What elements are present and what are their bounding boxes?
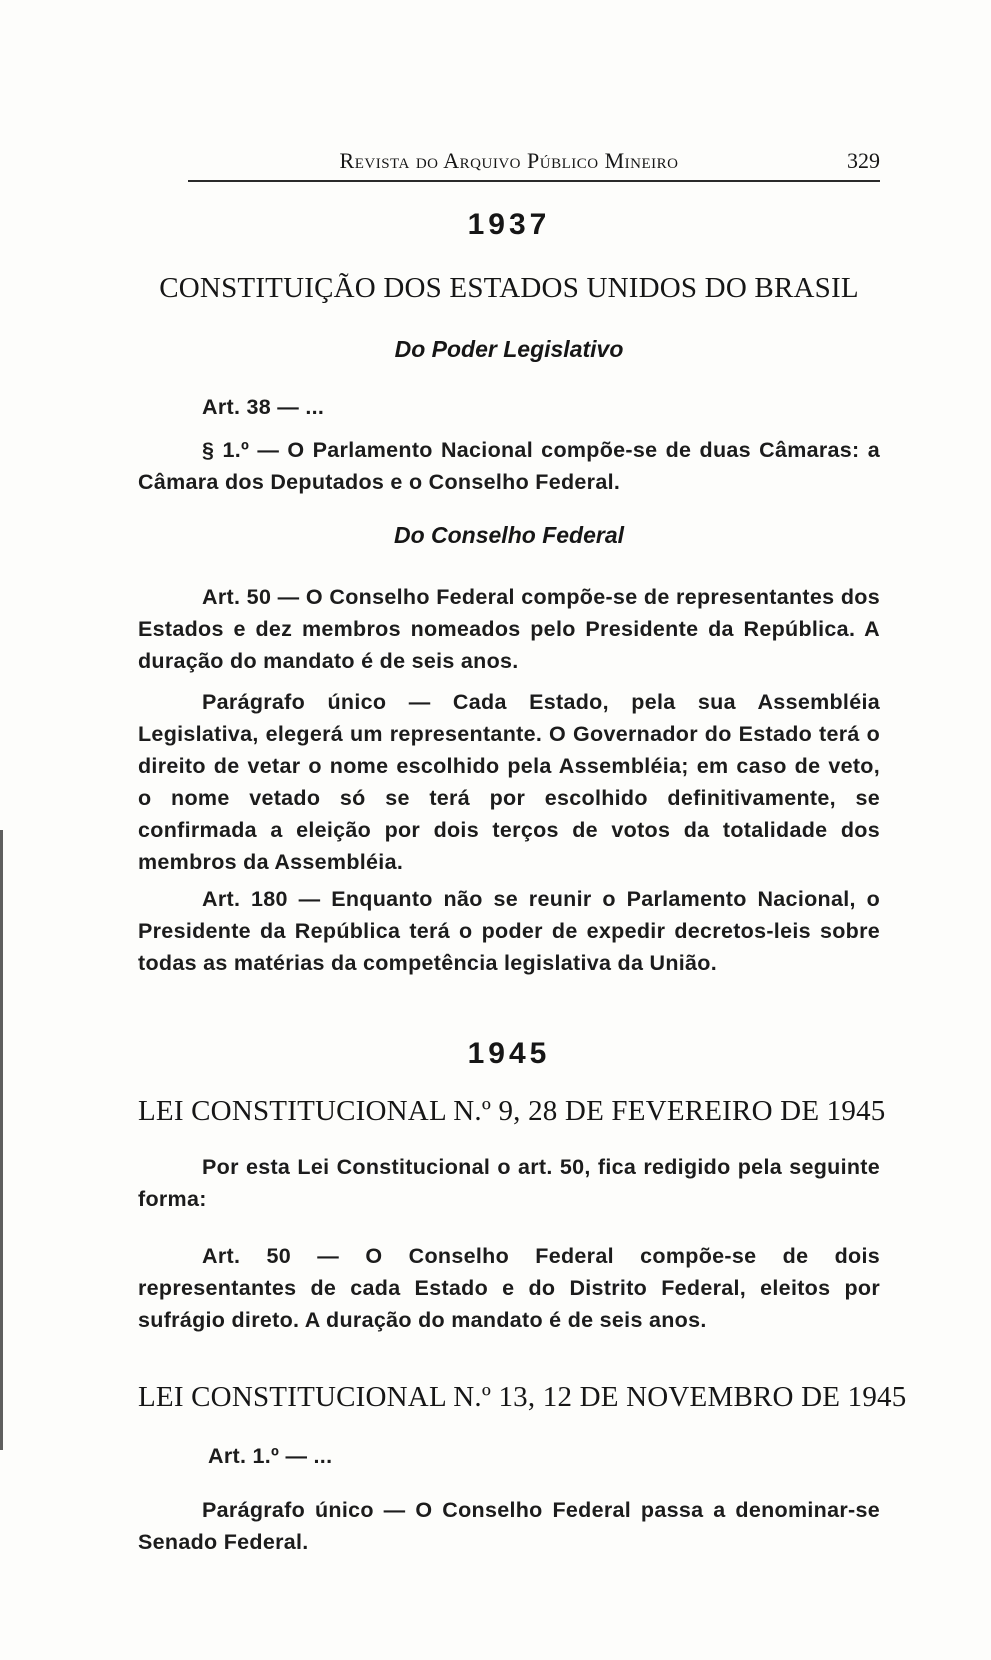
lei-9-intro: Por esta Lei Constitucional o art. 50, fica redigido pela seguinte forma: <box>138 1155 880 1211</box>
year-heading-1937: 1937 <box>467 208 551 241</box>
constitution-title: CONSTITUIÇÃO DOS ESTADOS UNIDOS DO BRASIL <box>159 272 859 304</box>
lei-constitucional-9-title: LEI CONSTITUCIONAL N.º 9, 28 DE FEVEREIRO DE 1945 <box>138 1095 886 1127</box>
article-180: Art. 180 — Enquanto não se reunir o Parlamento Nacional, o Presidente da República terá o poder de expedir decretos-leis sobre todas as matérias da competência legislativa da União. <box>138 887 880 975</box>
journal-title: Revista do Arquivo Público Mineiro <box>339 148 679 173</box>
article-50-paragrafo-unico: Parágrafo único — Cada Estado, pela sua Assembléia Legislativa, elegerá um representante. O Governador do Estado terá o direito de vetar o nome escolhido pela Assembléia; em caso de veto, o nome vetado só se terá por escolhido definitivamente, se confirmada a eleição por dois terços de votos da totalidade dos membros da Assembléia. <box>138 690 880 874</box>
article-38: Art. 38 — ... <box>202 395 325 419</box>
paragraph-1-article-38: § 1.º — O Parlamento Nacional compõe-se de duas Câmaras: a Câmara dos Deputados e o Conselho Federal. <box>138 438 880 494</box>
subheading-conselho-federal: Do Conselho Federal <box>393 522 625 548</box>
page-number: 329 <box>847 148 880 173</box>
subheading-poder-legislativo: Do Poder Legislativo <box>394 336 624 362</box>
lei-13-paragrafo-unico: Parágrafo único — O Conselho Federal passa a denominar-se Senado Federal. <box>138 1498 880 1554</box>
article-50-new-text: Art. 50 — O Conselho Federal compõe-se de dois representantes de cada Estado e do Distrito Federal, eleitos por sufrágio direto. A duração do mandato é de seis anos. <box>138 1244 880 1332</box>
scan-edge-shadow <box>0 830 3 1450</box>
article-50: Art. 50 — O Conselho Federal compõe-se de representantes dos Estados e dez membros nomeados pelo Presidente da República. A duração do mandato é de seis anos. <box>138 585 880 673</box>
lei-13-article-1: Art. 1.º — ... <box>208 1444 333 1468</box>
running-head <box>138 148 880 184</box>
lei-constitucional-13-title: LEI CONSTITUCIONAL N.º 13, 12 DE NOVEMBRO DE 1945 <box>138 1381 907 1413</box>
header-rule <box>188 180 880 182</box>
year-heading-1945: 1945 <box>467 1037 551 1070</box>
